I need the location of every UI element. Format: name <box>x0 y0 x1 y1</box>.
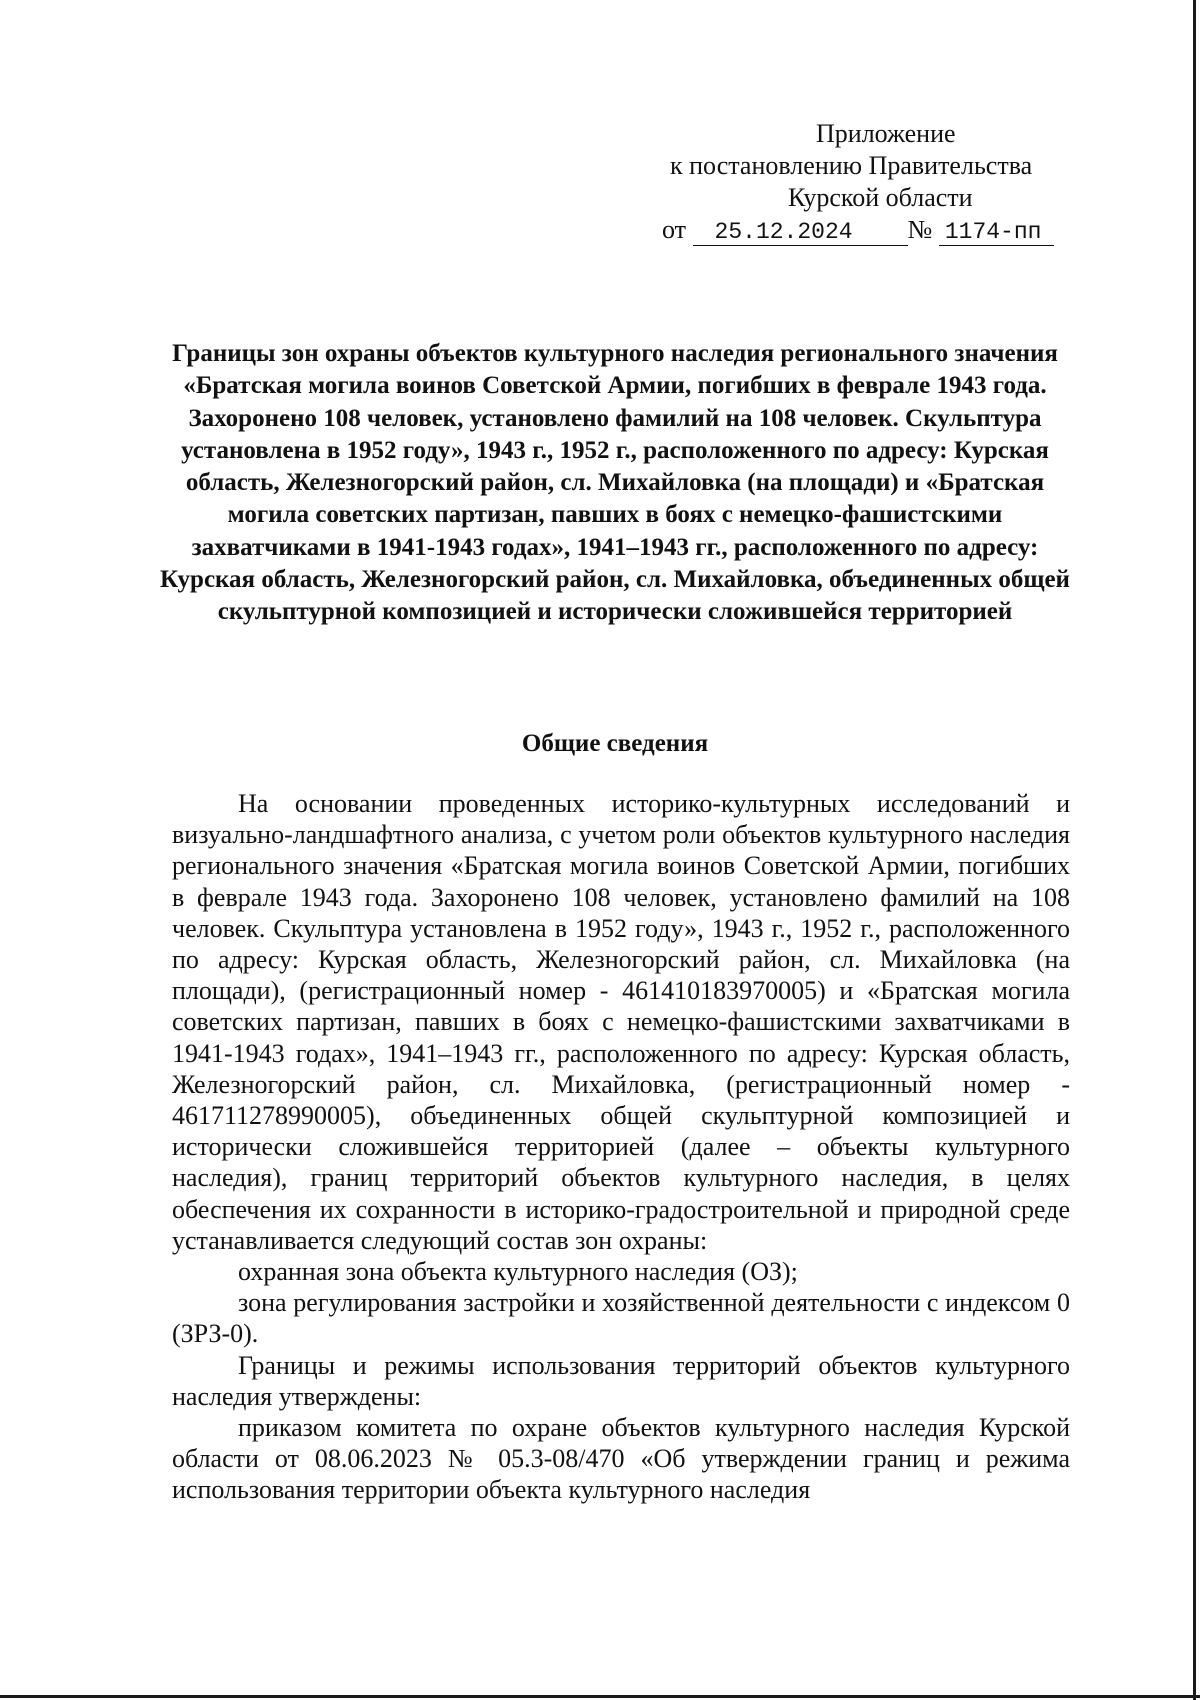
paragraph: На основании проведенных историко-культурных исследований и визуально-ландшафтного анализа, с учетом роли объектов культурного наследия регионального значения «Братская могила воинов Советской Армии, погибших в феврале 1943 года. Захоронено 108 человек, установлено фамилий на 108 человек. Скульптура установлена в 1952 году», 1943 г., 1952 г., расположенного по адресу: Курская область, Железногорский район, сл. Михайловка (на площади), (регистрационный номер - 461410183970005) и «Братская могила советских партизан, павших в боях с немецко-фашистскими захватчиками в 1941-1943 годах», 1941–1943 гг., расположенного по адресу: Курская область, Железногорский район, сл. Михайловка, (регистрационный номер - 461711278990005), объединенных общей скульптурной композицией и исторически сложившейся территорией (далее – объекты культурного наследия), границ территорий объектов культурного наследия, в целях обеспечения их сохранности в историко-градостроительной и природной среде устанавливается следующий состав зон охраны: <box>172 789 1070 1255</box>
date-prefix: от <box>662 215 687 244</box>
approval-block <box>640 118 1070 246</box>
document-title: Границы зон охраны объектов культурного наследия регионального значения «Братская могила воинов Советской Армии, погибших в феврале 1943 года. Захоронено 108 человек, установлено фамилий на 108 человек. Скульптура установлена в 1952 году», 1943 г., 1952 г., расположенного по адресу: Курская область, Железногорский район, сл. Михайловка (на площади) и «Братская могила советских партизан, павших в боях с немецко-фашистскими захватчиками в 1941-1943 годах», 1941–1943 гг., расположенного по адресу: Курская область, Железногорский район, сл. Михайловка, объединенных общей скульптурной композицией и исторически сложившейся территорией <box>160 340 1070 626</box>
resolution-number: 1174-пп <box>939 219 1054 246</box>
approval-line-region: Курской области <box>788 183 973 212</box>
scan-edge-bottom <box>0 1695 1200 1698</box>
number-prefix: № <box>907 215 933 244</box>
paragraph: охранная зона объекта культурного наследия (ОЗ); <box>238 1257 798 1287</box>
body-text <box>172 788 1070 1506</box>
section-heading: Общие сведения <box>521 730 709 757</box>
scan-edge-right <box>1193 0 1196 1700</box>
approval-line-resolution: к постановлению Правительства <box>670 151 1033 180</box>
paragraph: приказом комитета по охране объектов культурного наследия Курской области от 08.06.2023 № 05.3-08/470 «Об утверждении границ и режима использования территории объекта культурного наследия <box>172 1413 1070 1505</box>
approval-date-number-line <box>640 214 1070 246</box>
paragraph: Границы и режимы использования территорий объектов культурного наследия утверждены: <box>172 1350 1070 1411</box>
approval-line-appendix: Приложение <box>816 119 956 148</box>
resolution-date: 25.12.2024 <box>693 219 908 246</box>
paragraph: зона регулирования застройки и хозяйственной деятельности с индексом 0 (ЗРЗ-0). <box>172 1288 1070 1349</box>
